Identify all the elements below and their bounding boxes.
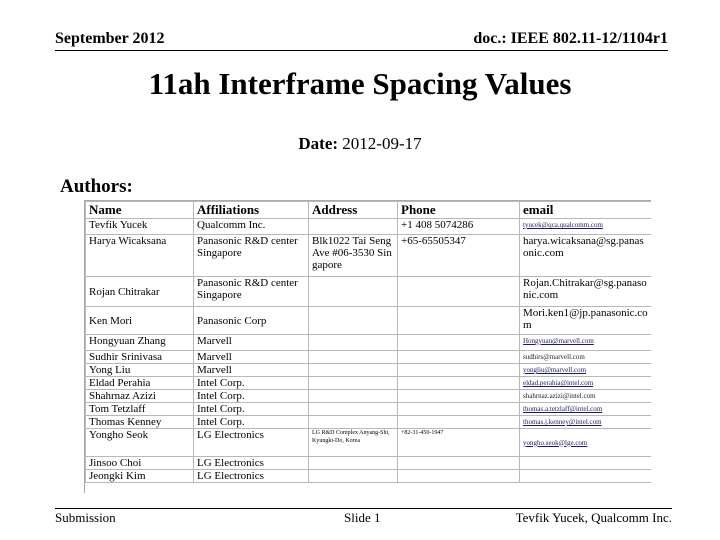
cell-email: Mori.ken1@jp.panasonic.com bbox=[520, 307, 652, 335]
cell-email bbox=[520, 457, 652, 470]
table-row bbox=[86, 335, 652, 351]
cell-affiliation: Intel Corp. bbox=[194, 390, 309, 403]
cell-address bbox=[309, 351, 398, 364]
header-rule bbox=[55, 50, 668, 51]
authors-table-container bbox=[84, 200, 651, 493]
cell-email: shahrnaz.azizi@intel.com bbox=[520, 390, 652, 403]
cell-email-link[interactable]: Hongyuan@marvell.com bbox=[520, 335, 652, 351]
cell-affiliation: Marvell bbox=[194, 351, 309, 364]
cell-email: Rojan.Chitrakar@sg.panasonic.com bbox=[520, 277, 652, 307]
cell-address bbox=[309, 416, 398, 429]
cell-phone bbox=[398, 277, 520, 307]
cell-email-link[interactable]: eldad.perahia@intel.com bbox=[520, 377, 652, 390]
slide-title: 11ah Interframe Spacing Values bbox=[148, 66, 572, 101]
cell-email-link[interactable]: thomas.a.tetzlaff@intel.com bbox=[520, 403, 652, 416]
cell-name: Shahrnaz Azizi bbox=[86, 390, 194, 403]
cell-affiliation: LG Electronics bbox=[194, 470, 309, 483]
cell-phone bbox=[398, 351, 520, 364]
cell-affiliation: Panasonic R&D center Singapore bbox=[194, 277, 309, 307]
cell-name: Harya Wicaksana bbox=[86, 235, 194, 277]
footer-rule bbox=[55, 508, 672, 509]
cell-phone: +1 408 5074286 bbox=[398, 219, 520, 235]
cell-phone bbox=[398, 470, 520, 483]
cell-name: Tevfik Yucek bbox=[86, 219, 194, 235]
cell-affiliation: Qualcomm Inc. bbox=[194, 219, 309, 235]
col-header-address: Address bbox=[309, 202, 398, 219]
cell-address bbox=[309, 364, 398, 377]
table-row bbox=[86, 390, 652, 403]
table-row bbox=[86, 429, 652, 457]
cell-name: Jinsoo Choi bbox=[86, 457, 194, 470]
cell-affiliation: Intel Corp. bbox=[194, 416, 309, 429]
cell-address: Blk1022 Tai Seng Ave #06-3530 Singapore bbox=[309, 235, 398, 277]
cell-address bbox=[309, 457, 398, 470]
date-line bbox=[0, 134, 720, 154]
cell-name: Yong Liu bbox=[86, 364, 194, 377]
table-row bbox=[86, 457, 652, 470]
cell-address: LG R&D Complex Anyang-Shi, Kyungki-Do, Korea bbox=[309, 429, 398, 457]
cell-affiliation: LG Electronics bbox=[194, 457, 309, 470]
col-header-email: email bbox=[520, 202, 652, 219]
cell-address bbox=[309, 277, 398, 307]
cell-phone bbox=[398, 403, 520, 416]
cell-affiliation: Panasonic Corp bbox=[194, 307, 309, 335]
date-value: 2012-09-17 bbox=[342, 134, 422, 153]
cell-name: Sudhir Srinivasa bbox=[86, 351, 194, 364]
cell-email-link[interactable]: yongho.seok@lge.com bbox=[520, 429, 652, 457]
col-header-phone: Phone bbox=[398, 202, 520, 219]
col-header-affiliations: Affiliations bbox=[194, 202, 309, 219]
cell-email bbox=[520, 470, 652, 483]
table-row bbox=[86, 277, 652, 307]
authors-label: Authors: bbox=[60, 176, 133, 197]
table-row bbox=[86, 377, 652, 390]
table-header-row bbox=[86, 202, 652, 219]
table-row bbox=[86, 416, 652, 429]
cell-phone: +65-65505347 bbox=[398, 235, 520, 277]
cell-email-link[interactable]: thomas.j.kenney@intel.com bbox=[520, 416, 652, 429]
table-row bbox=[86, 403, 652, 416]
cell-address bbox=[309, 307, 398, 335]
cell-address bbox=[309, 470, 398, 483]
table-row bbox=[86, 307, 652, 335]
cell-address bbox=[309, 219, 398, 235]
table-row bbox=[86, 219, 652, 235]
cell-address bbox=[309, 377, 398, 390]
cell-email: harya.wicaksana@sg.panasonic.com bbox=[520, 235, 652, 277]
cell-name: Hongyuan Zhang bbox=[86, 335, 194, 351]
cell-email-link[interactable]: tyucek@qca.qualcomm.com bbox=[520, 219, 652, 235]
cell-phone bbox=[398, 377, 520, 390]
header-date: September 2012 bbox=[55, 30, 165, 47]
cell-address bbox=[309, 390, 398, 403]
cell-name: Eldad Perahia bbox=[86, 377, 194, 390]
date-label: Date: bbox=[298, 134, 339, 153]
table-row bbox=[86, 470, 652, 483]
cell-address bbox=[309, 335, 398, 351]
cell-name: Rojan Chitrakar bbox=[86, 277, 194, 307]
header-doc-id: doc.: IEEE 802.11-12/1104r1 bbox=[473, 30, 668, 47]
cell-phone bbox=[398, 416, 520, 429]
cell-phone: +82-31-450-1947 bbox=[398, 429, 520, 457]
cell-affiliation: Marvell bbox=[194, 364, 309, 377]
cell-name: Thomas Kenney bbox=[86, 416, 194, 429]
cell-affiliation: Panasonic R&D center Singapore bbox=[194, 235, 309, 277]
cell-phone bbox=[398, 390, 520, 403]
cell-phone bbox=[398, 335, 520, 351]
cell-name: Yongho Seok bbox=[86, 429, 194, 457]
cell-phone bbox=[398, 364, 520, 377]
cell-affiliation: Intel Corp. bbox=[194, 403, 309, 416]
col-header-name: Name bbox=[86, 202, 194, 219]
cell-affiliation: Intel Corp. bbox=[194, 377, 309, 390]
table-row bbox=[86, 235, 652, 277]
authors-table bbox=[85, 201, 651, 483]
cell-affiliation: LG Electronics bbox=[194, 429, 309, 457]
cell-name: Jeongki Kim bbox=[86, 470, 194, 483]
cell-address bbox=[309, 403, 398, 416]
table-row bbox=[86, 351, 652, 364]
footer-author: Tevfik Yucek, Qualcomm Inc. bbox=[515, 510, 672, 525]
table-row bbox=[86, 364, 652, 377]
cell-email: sudhirs@marvell.com bbox=[520, 351, 652, 364]
cell-phone bbox=[398, 457, 520, 470]
cell-phone bbox=[398, 307, 520, 335]
cell-email-link[interactable]: yongliu@marvell.com bbox=[520, 364, 652, 377]
cell-affiliation: Marvell bbox=[194, 335, 309, 351]
footer-slide-number: Slide 1 bbox=[344, 510, 381, 525]
cell-name: Ken Mori bbox=[86, 307, 194, 335]
footer-submission: Submission bbox=[55, 510, 116, 525]
cell-name: Tom Tetzlaff bbox=[86, 403, 194, 416]
